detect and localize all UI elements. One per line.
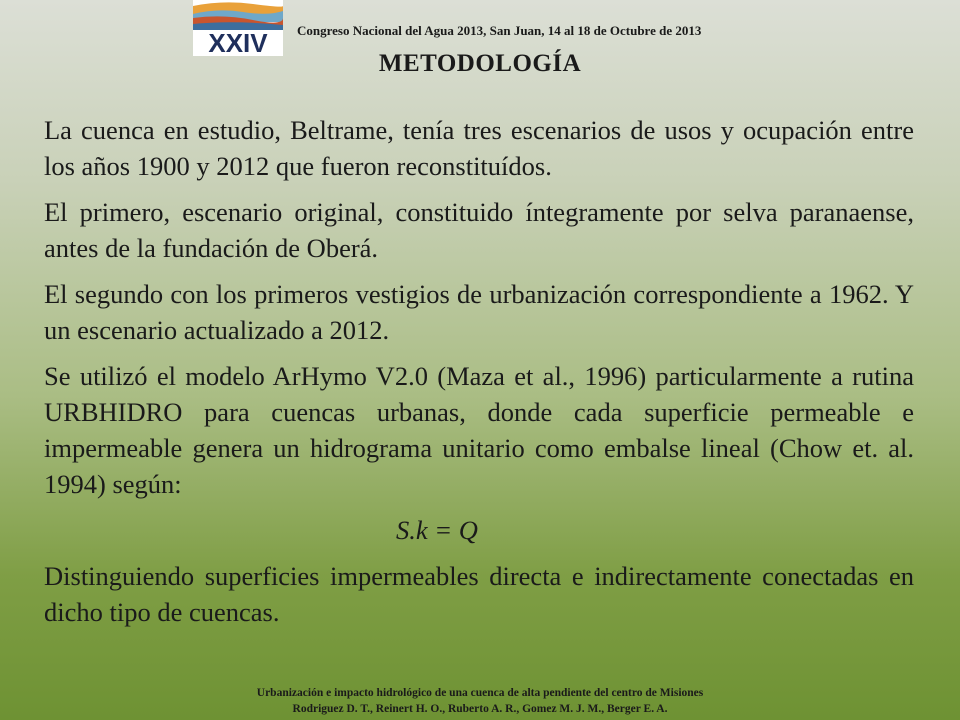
paragraph-study-basin: La cuenca en estudio, Beltrame, tenía tres escenarios de usos y ocupación entre los años 1900 y 2012 que fueron reconstituídos. <box>44 115 914 181</box>
logo-text: XXIV <box>208 28 268 56</box>
conference-title: Congreso Nacional del Agua 2013, San Juan, 14 al 18 de Octubre de 2013 <box>297 23 702 38</box>
formula: S.k = Q <box>396 515 478 545</box>
conference-logo <box>193 0 283 56</box>
footer <box>0 685 960 717</box>
footer-authors: Rodriguez D. T., Reinert H. O., Ruberto A. R., Gomez M. J. M., Berger E. A. <box>292 703 668 715</box>
paragraph-first-scenario: El primero, escenario original, constituido íntegramente por selva paranaense, antes de la fundación de Oberá. <box>44 197 914 263</box>
paragraph-model: Se utilizó el modelo ArHymo V2.0 (Maza et al., 1996) particularmente a rutina URBHIDRO para cuencas urbanas, donde cada superficie permeable e impermeable genera un hidrograma unitario como embalse lineal (Chow et. al. 1994) según: <box>44 361 914 499</box>
paragraph-closing: Distinguiendo superficies impermeables directa e indirectamente conectadas en dicho tipo de cuencas. <box>44 561 914 627</box>
footer-title: Urbanización e impacto hidrológico de una cuenca de alta pendiente del centro de Misiones <box>256 687 704 699</box>
section-title: METODOLOGÍA <box>378 50 582 77</box>
slide-body <box>44 112 914 640</box>
paragraph-second-scenario: El segundo con los primeros vestigios de urbanización correspondiente a 1962. Y un escenario actualizado a 2012. <box>44 279 914 345</box>
logo-landscape-icon <box>193 0 283 56</box>
